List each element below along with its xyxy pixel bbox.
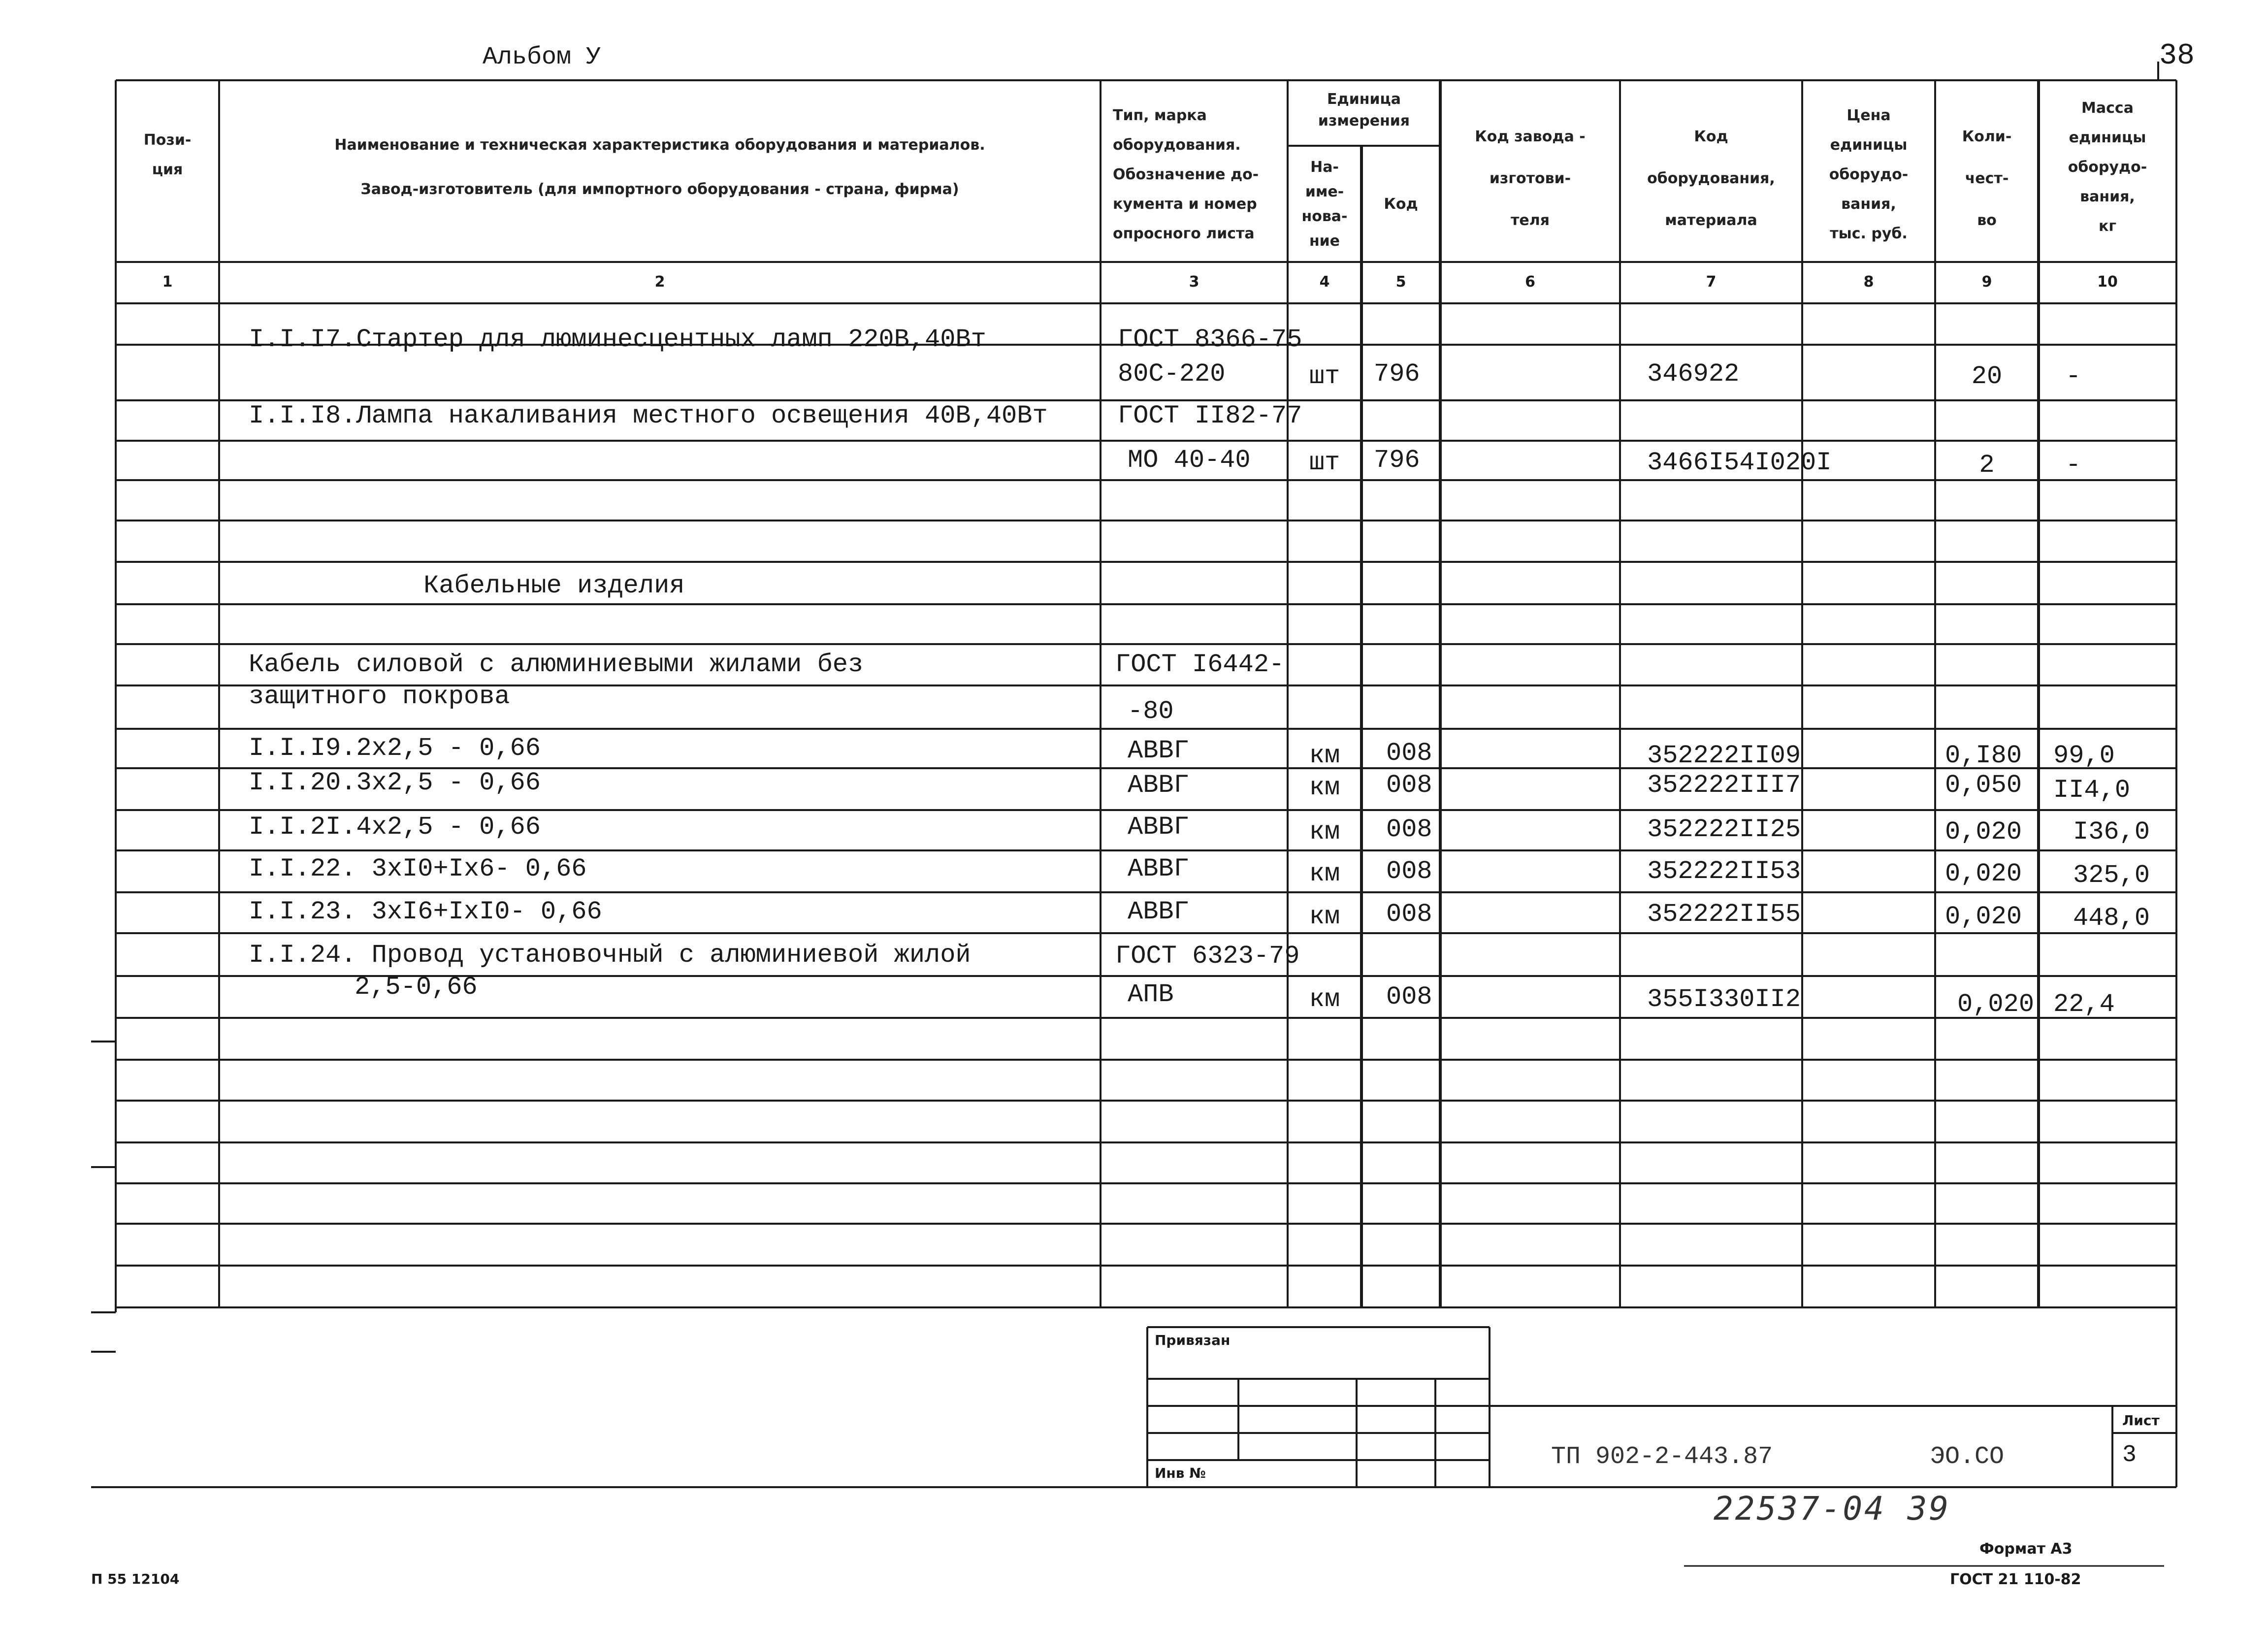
header-mass: Масса единицы оборудо- вания, кг: [2068, 99, 2147, 235]
header-equipment-code: Код оборудования, материала: [1647, 128, 1775, 229]
item-quantity: 2: [1979, 451, 1995, 480]
column-number: 4: [1319, 273, 1330, 291]
format-label: Формат А3: [1979, 1540, 2073, 1558]
header-unit: Единица измерения: [1318, 91, 1410, 130]
item-equipment-code: 352222II25: [1647, 815, 1801, 844]
print-code: П 55 12104: [91, 1571, 180, 1587]
item-unit-code: 796: [1374, 359, 1420, 389]
item-equipment-code: 352222III7: [1647, 771, 1801, 800]
item-mass: 325,0: [2073, 861, 2150, 890]
item-type: АВВГ: [1128, 736, 1189, 765]
column-number: 8: [1863, 273, 1874, 291]
item-name: I.I.I7.Стартер для люминесцентных ламп 220В,40Вт: [249, 325, 986, 354]
item-name: I.I.22. 3хI0+Iх6- 0,66: [249, 854, 587, 883]
item-unit: км: [1309, 985, 1340, 1014]
sheet-code: ЭО.СО: [1930, 1443, 2005, 1471]
header-factory-code: Код завода - изготови- теля: [1475, 128, 1586, 229]
item-quantity: 0,I80: [1945, 741, 2022, 770]
item-name: I.I.23. 3хI6+IхI0- 0,66: [249, 897, 602, 926]
gost-label: ГОСТ 21 110-82: [1950, 1571, 2081, 1588]
item-type: ГОСТ II82-77: [1118, 401, 1302, 430]
item-equipment-code: 3466I54I020I: [1647, 448, 1832, 477]
item-unit: км: [1309, 773, 1340, 802]
item-unit: км: [1309, 817, 1340, 847]
sheet-number: 3: [2122, 1442, 2137, 1468]
item-unit-code: 008: [1386, 900, 1432, 929]
item-type: АВВГ: [1128, 813, 1189, 842]
item-unit: шт: [1309, 362, 1340, 391]
item-quantity: 20: [1971, 362, 2003, 391]
column-number: 6: [1525, 273, 1535, 291]
item-equipment-code: 352222II53: [1647, 857, 1801, 886]
item-equipment-code: 346922: [1647, 359, 1740, 389]
item-name: I.I.24. Провод установочный с алюминиевой жилой: [249, 941, 971, 970]
column-number: 10: [2097, 273, 2118, 291]
item-type: АВВГ: [1128, 897, 1189, 926]
item-type: АВВГ: [1128, 771, 1189, 800]
item-type: МО 40-40: [1128, 446, 1251, 475]
sheet-label: Лист: [2122, 1412, 2160, 1429]
header-type: Тип, марка оборудования. Обозначение до- кумента и номер опросного листа: [1113, 107, 1259, 242]
item-unit-code: 008: [1386, 982, 1432, 1011]
item-mass: 22,4: [2053, 990, 2115, 1019]
item-type: ГОСТ 8366-75: [1118, 325, 1302, 354]
item-unit-code: 008: [1386, 739, 1432, 768]
item-type: ГОСТ 6323-79: [1115, 942, 1300, 971]
item-mass: 99,0: [2053, 741, 2115, 770]
item-mass: -: [2066, 451, 2081, 480]
item-name: I.I.2I.4х2,5 - 0,66: [249, 813, 541, 842]
item-mass: 448,0: [2073, 904, 2150, 933]
item-unit-code: 008: [1386, 857, 1432, 886]
item-equipment-code: 355I330II2: [1647, 985, 1801, 1014]
document-code: ТП 902-2-443.87: [1551, 1443, 1773, 1471]
item-quantity: 0,020: [1945, 817, 2022, 847]
item-unit: км: [1309, 859, 1340, 888]
item-name: I.I.I9.2х2,5 - 0,66: [249, 734, 541, 763]
stamp-inv-no: Инв №: [1155, 1465, 1206, 1481]
column-number: 9: [1981, 273, 1992, 291]
item-name: защитного покрова: [249, 682, 510, 711]
item-name: I.I.I8.Лампа накаливания местного освещения 40В,40Вт: [249, 401, 1048, 430]
item-quantity: 0,020: [1957, 990, 2035, 1019]
album-title: Альбом У: [483, 43, 601, 71]
item-unit: км: [1309, 741, 1340, 770]
item-equipment-code: 352222II09: [1647, 741, 1801, 770]
item-quantity: 0,020: [1945, 859, 2022, 888]
column-number: 2: [654, 273, 665, 291]
section-title: Кабельные изделия: [423, 571, 685, 600]
item-equipment-code: 352222II55: [1647, 900, 1801, 929]
item-quantity: 0,020: [1945, 902, 2022, 931]
item-type: ГОСТ I6442-: [1115, 650, 1285, 679]
page-number: 38: [2159, 39, 2195, 73]
item-unit: км: [1309, 902, 1340, 931]
item-mass: I36,0: [2073, 817, 2150, 847]
column-number: 3: [1189, 273, 1199, 291]
item-unit: шт: [1309, 448, 1340, 477]
stamp-privyazan: Привязан: [1155, 1332, 1231, 1348]
item-mass: -: [2066, 362, 2081, 391]
item-unit-code: 796: [1374, 446, 1420, 475]
handwritten-number: 22537-04 39: [1714, 1490, 1951, 1528]
item-name: Кабель силовой с алюминиевыми жилами без: [249, 650, 864, 679]
item-type: 80С-220: [1118, 359, 1226, 389]
item-quantity: 0,050: [1945, 771, 2022, 800]
item-unit-code: 008: [1386, 815, 1432, 844]
item-type: АПВ: [1128, 980, 1174, 1009]
column-number: 7: [1706, 273, 1717, 291]
item-name: 2,5-0,66: [355, 973, 478, 1002]
item-type: АВВГ: [1128, 854, 1189, 883]
item-name: I.I.20.3х2,5 - 0,66: [249, 768, 541, 797]
column-number: 5: [1395, 273, 1406, 291]
item-unit-code: 008: [1386, 771, 1432, 800]
header-price: Цена единицы оборудо- вания, тыс. руб.: [1829, 107, 1909, 242]
header-unit-code: Код: [1384, 195, 1418, 213]
header-unit-name: На- име- нова- ние: [1301, 159, 1348, 250]
item-type: -80: [1128, 697, 1174, 726]
header-position: Пози- ция: [143, 131, 192, 178]
header-name: Наименование и техническая характеристика оборудования и материалов. Завод-изготовитель (для импортного оборудования - страна, фирма): [334, 136, 985, 198]
header-quantity: Коли- чест- во: [1962, 128, 2012, 229]
item-mass: II4,0: [2053, 776, 2131, 805]
column-number: 1: [162, 273, 173, 291]
